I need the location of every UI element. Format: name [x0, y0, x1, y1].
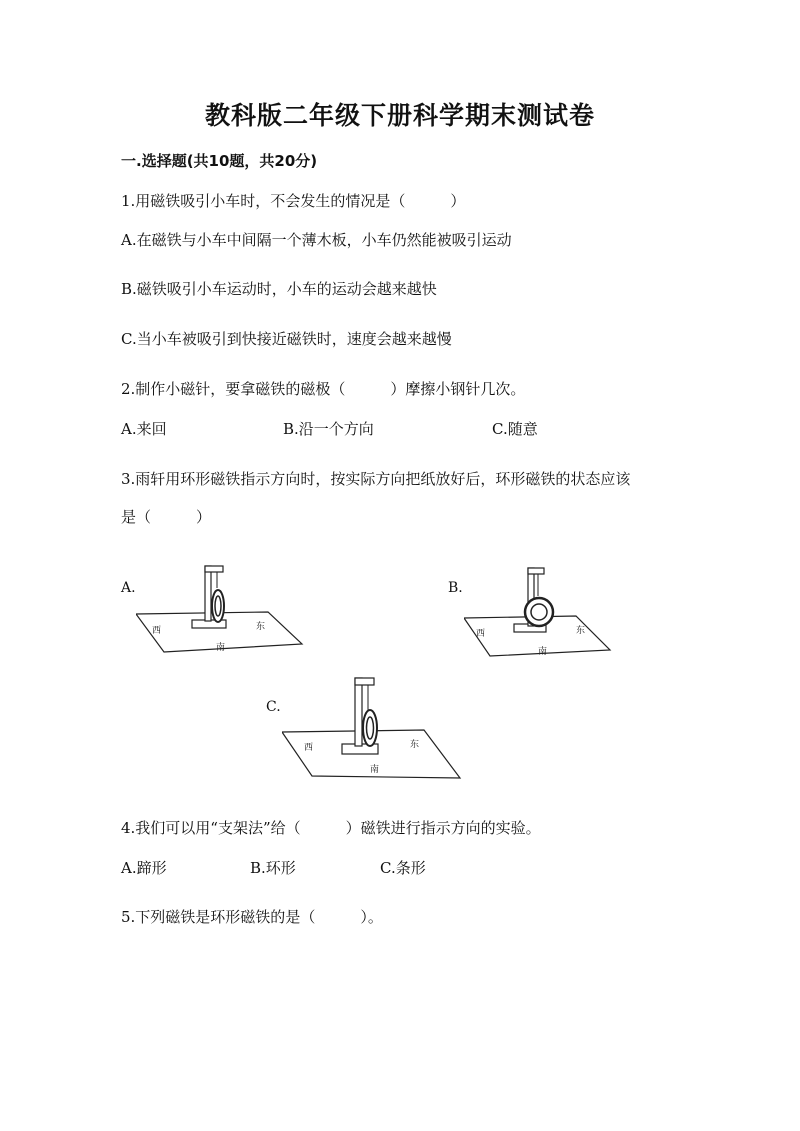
- page-title: 教科版二年级下册科学期末测试卷: [204, 101, 595, 130]
- figure-a-mark-east: 东: [256, 622, 266, 632]
- figure-a-mark-west: 西: [152, 626, 162, 636]
- figure-c-mark-south: 南: [370, 765, 380, 775]
- question-2-option-a[interactable]: A.来回: [121, 420, 167, 438]
- question-4-option-c[interactable]: C.条形: [380, 859, 426, 877]
- section-heading: 一.选择题(共10题，共20分): [121, 152, 318, 170]
- question-2-option-b[interactable]: B.沿一个方向: [283, 420, 374, 438]
- figure-a-ring-magnet-on-stand[interactable]: [136, 562, 306, 654]
- question-3-stem-line2: 是（ ）: [121, 508, 212, 526]
- question-1-option-c[interactable]: C.当小车被吸引到快接近磁铁时，速度会越来越慢: [121, 330, 452, 348]
- figure-c-mark-east: 东: [410, 740, 420, 750]
- question-1-stem: 1.用磁铁吸引小车时，不会发生的情况是（ ）: [121, 192, 466, 210]
- question-4-stem: 4.我们可以用“支架法”给（ ）磁铁进行指示方向的实验。: [121, 819, 541, 837]
- figure-c-ring-magnet-on-stand[interactable]: [282, 674, 466, 782]
- question-2-option-c[interactable]: C.随意: [492, 420, 538, 438]
- question-3-stem-line1: 3.雨轩用环形磁铁指示方向时，按实际方向把纸放好后，环形磁铁的状态应该: [121, 470, 631, 488]
- figure-b-label[interactable]: B.: [448, 580, 463, 596]
- question-1-option-a[interactable]: A.在磁铁与小车中间隔一个薄木板，小车仍然能被吸引运动: [121, 231, 512, 249]
- question-4-option-b[interactable]: B.环形: [250, 859, 296, 877]
- figure-b-mark-west: 西: [476, 629, 486, 639]
- figure-b-ring-magnet-on-stand[interactable]: [464, 566, 614, 658]
- question-5-stem: 5.下列磁铁是环形磁铁的是（ ）。: [121, 908, 383, 926]
- figure-a-label[interactable]: A.: [121, 580, 136, 596]
- figure-a-mark-south: 南: [216, 643, 226, 653]
- question-1-option-b[interactable]: B.磁铁吸引小车运动时，小车的运动会越来越快: [121, 280, 437, 298]
- question-4-option-a[interactable]: A.蹄形: [121, 859, 167, 877]
- figure-c-label[interactable]: C.: [266, 699, 281, 715]
- question-2-stem: 2.制作小磁针，要拿磁铁的磁极（ ）摩擦小钢针几次。: [121, 380, 526, 398]
- figure-c-mark-west: 西: [304, 743, 314, 753]
- figure-b-mark-south: 南: [538, 647, 548, 657]
- figure-b-mark-east: 东: [576, 626, 586, 636]
